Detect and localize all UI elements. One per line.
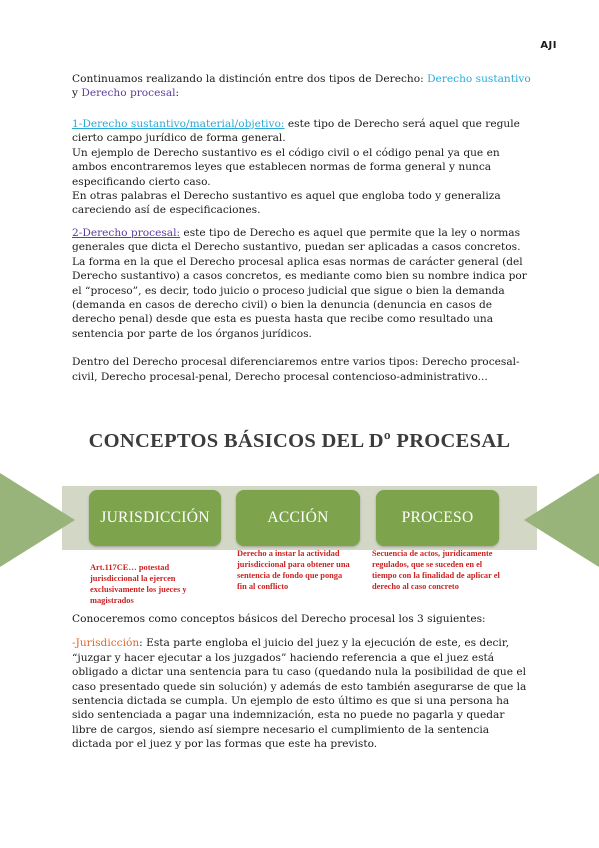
- section-procesal-types: Dentro del Derecho procesal diferenciaremos entre varios tipos: Derecho procesal-civil, Derecho procesal-penal, Derecho procesal contencioso-administrativo...: [72, 356, 520, 383]
- conceptos-diagram: [0, 390, 599, 612]
- section-jurisdiccion-body: : Esta parte engloba el juicio del juez y la ejecución de este, es decir, “juzgar y hacer ejecutar a los juzgados” haciendo referencia a que el juez está obligado a dictar una sentencia para tu caso (quedando nula la posibilidad de que el caso presentado quede sin solución) y además de esto también asegurarse de que la sentencia dictada se cumpla. Un ejemplo de esto último es que si una persona ha sido sentenciada a pagar una indemnización, esta no puede no pagarla y quedar libre de cargos, siendo así siempre necesario el cumplimiento de la sentencia dictada por el juez y por las formas que este ha previsto.: [72, 637, 527, 751]
- section-jurisdiccion-heading: -Jurisdicción: [72, 637, 140, 650]
- section-sustantivo-heading: 1-Derecho sustantivo/material/objetivo:: [72, 118, 285, 130]
- concept-box-proceso: PROCESO: [376, 490, 499, 546]
- section-procesal-explanation: La forma en la que el Derecho procesal aplica esas normas de carácter general (del Derecho sustantivo) a casos concretos, es mediante como bien su nombre indica por el “proceso”, es decir, todo juicio o proceso judicial que sigue o bien la demanda (demanda en casos de derecho civil) o bien la denuncia (denuncia en casos de derecho penal) desde que esta es puesta hasta que recibe como resultado una sentencia por parte de los órganos jurídicos.: [72, 255, 527, 340]
- section-procesal-heading: 2-Derecho procesal:: [72, 227, 181, 239]
- section-conceptos: [72, 612, 532, 752]
- intro-conjunction: y: [72, 87, 82, 100]
- left-pointing-arrow-icon: [524, 473, 599, 567]
- section-sustantivo-summary: En otras palabras el Derecho sustantivo es aquel que engloba todo y generaliza careciendo así de especificaciones.: [72, 190, 501, 217]
- right-pointing-arrow-icon: [0, 473, 75, 567]
- term-derecho-procesal: Derecho procesal: [81, 87, 176, 100]
- intro-paragraph: [72, 72, 532, 101]
- caption-accion: Derecho a instar la actividad jurisdiccional para obtener una sentencia de fondo que ponga fin al conflicto: [237, 549, 350, 591]
- section-procesal: [72, 226, 532, 384]
- term-derecho-sustantivo: Derecho sustantivo: [427, 73, 531, 85]
- section-sustantivo-example: Un ejemplo de Derecho sustantivo es el código civil o el código penal ya que en ambos encontraremos leyes que establecen normas de forma general y nunca especificando cierto caso.: [72, 146, 500, 188]
- concept-box-accion: ACCIÓN: [236, 490, 360, 546]
- page-header-initials: AJI: [540, 40, 557, 51]
- intro-end: :: [175, 87, 180, 100]
- caption-proceso: Secuencia de actos, jurídicamente regulados, que se suceden en el tiempo con la finalidad de aplicar el derecho al caso concreto: [372, 549, 500, 591]
- caption-jurisdiccion: Art.117CE… potestad jurisdiccional la ejercen exclusivamente los jueces y magistrados: [90, 563, 187, 605]
- concept-box-jurisdiccion: JURISDICCIÓN: [89, 490, 221, 546]
- diagram-title: CONCEPTOS BÁSICOS DEL Dº PROCESAL: [88, 430, 511, 452]
- section-conceptos-intro: Conoceremos como conceptos básicos del Derecho procesal los 3 siguientes:: [72, 613, 486, 625]
- intro-lead: Continuamos realizando la distinción entre dos tipos de Derecho:: [72, 73, 428, 85]
- section-sustantivo-definition: este tipo de Derecho será aquel que regule cierto campo jurídico de forma general.: [72, 118, 520, 145]
- section-sustantivo: [72, 117, 532, 218]
- section-procesal-definition: este tipo de Derecho es aquel que permite que la ley o normas generales que dicta el Derecho sustantivo, puedan ser aplicadas a casos concretos.: [72, 227, 521, 254]
